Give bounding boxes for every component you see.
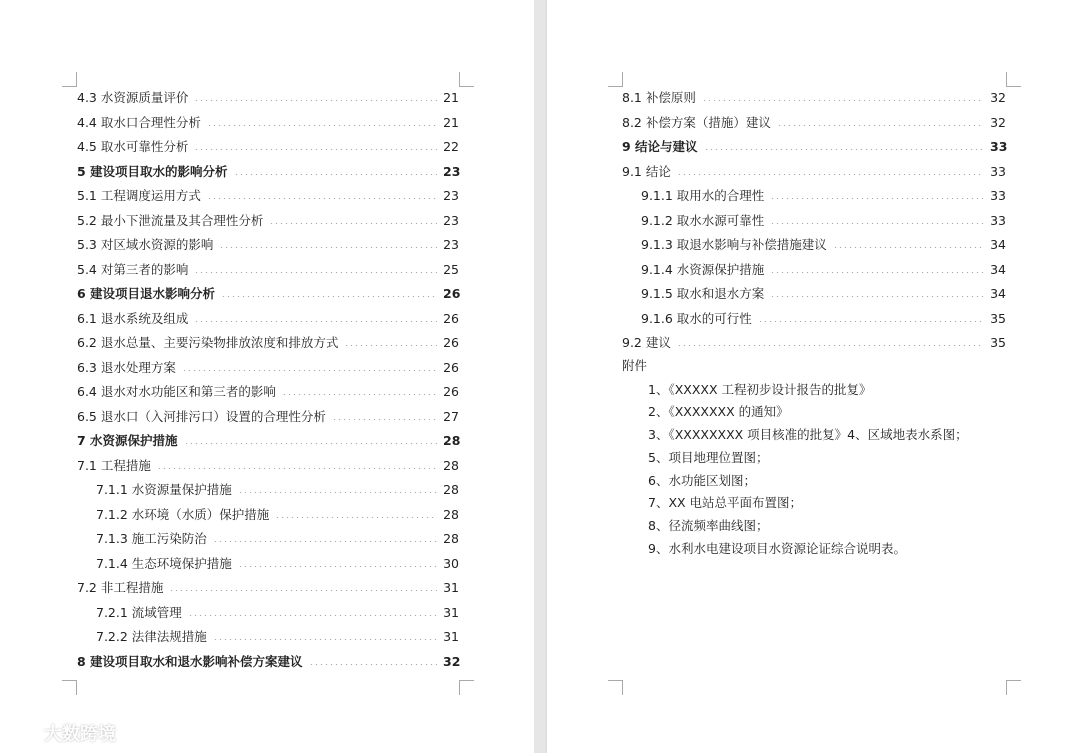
toc-entry-page-number: 33	[990, 139, 1008, 154]
toc-entry-label: 8 建设项目取水和退水影响补偿方案建议	[77, 653, 303, 669]
toc-entry-label: 7.1.2 水环境（水质）保护措施	[96, 506, 270, 522]
dot-leader	[704, 149, 984, 150]
toc-entry[interactable]	[77, 86, 459, 111]
toc-entry[interactable]	[77, 503, 459, 528]
dot-leader	[213, 639, 437, 640]
toc-entry-page-number: 21	[443, 90, 459, 105]
toc-entry-label: 7.1.1 水资源量保护措施	[96, 482, 232, 497]
toc-entry-label: 9.1.6 取水的可行性	[641, 310, 752, 326]
page-gap	[534, 0, 547, 753]
dot-leader	[169, 590, 437, 591]
toc-entry-page-number: 31	[443, 580, 459, 595]
toc-entry-page-number: 33	[990, 212, 1006, 228]
toc-entry-page-number: 25	[443, 261, 459, 277]
toc-entry[interactable]	[622, 282, 1006, 307]
appendix-list	[622, 379, 1006, 561]
dot-leader	[194, 321, 437, 322]
toc-entry-label: 4.4 取水口合理性分析	[77, 114, 201, 130]
toc-entry[interactable]	[77, 111, 459, 136]
toc-entry-label: 5 建设项目取水的影响分析	[77, 163, 228, 179]
dot-leader	[309, 664, 437, 665]
dot-leader	[207, 198, 437, 199]
margin-corner-mark	[459, 72, 474, 87]
dot-leader	[238, 492, 437, 493]
toc-entry[interactable]	[77, 135, 459, 160]
dot-leader	[213, 541, 437, 542]
toc-entry-page-number: 28	[443, 506, 459, 522]
toc-entry[interactable]	[77, 331, 459, 356]
toc-entry-page-number: 34	[990, 237, 1006, 252]
toc-entry-label: 9.1.3 取退水影响与补偿措施建议	[641, 237, 827, 252]
toc-entry-page-number: 34	[990, 286, 1006, 301]
toc-entry-page-number: 31	[443, 629, 459, 644]
toc-entry-label: 7.2.1 流域管理	[96, 604, 182, 620]
toc-entry-page-number: 28	[443, 531, 459, 546]
toc-entry-page-number: 23	[443, 188, 459, 203]
toc-entry-page-number: 26	[443, 359, 459, 375]
toc-entry[interactable]	[77, 576, 459, 601]
toc-entry[interactable]	[622, 233, 1006, 258]
dot-leader	[157, 468, 437, 469]
margin-corner-mark	[62, 72, 77, 87]
toc-entry-label: 7.2 非工程措施	[77, 580, 164, 595]
toc-entry-page-number: 35	[990, 335, 1006, 350]
dot-leader	[194, 149, 437, 150]
toc-entry-page-number: 26	[443, 310, 459, 326]
toc-entry[interactable]	[77, 233, 459, 258]
logo-icon	[8, 722, 38, 744]
toc-entry-page-number: 33	[990, 163, 1006, 179]
toc-entry[interactable]	[77, 307, 459, 332]
toc-entry-page-number: 23	[443, 237, 459, 252]
dot-leader	[184, 443, 437, 444]
toc-entry-label: 9.1 结论	[622, 163, 671, 179]
toc-entry-label: 9.1.2 取水水源可靠性	[641, 212, 765, 228]
toc-entry-page-number: 28	[443, 457, 459, 473]
toc-entry-page-number: 23	[443, 163, 461, 179]
toc-entry[interactable]	[622, 184, 1006, 209]
toc-entry-page-number: 26	[443, 286, 461, 301]
toc-entry[interactable]	[77, 625, 459, 650]
toc-entry-label: 6.2 退水总量、主要污染物排放浓度和排放方式	[77, 335, 339, 350]
dot-leader	[770, 272, 984, 273]
toc-entry-page-number: 34	[990, 261, 1006, 277]
toc-entry-page-number: 32	[990, 114, 1006, 130]
toc-entry[interactable]	[77, 209, 459, 234]
toc-entry[interactable]	[77, 282, 459, 307]
appendix-item: 8、径流频率曲线图；	[648, 518, 769, 534]
toc-entry-label: 5.1 工程调度运用方式	[77, 188, 201, 203]
dot-leader	[344, 345, 437, 346]
toc-entry-page-number: 28	[443, 482, 459, 497]
appendix-title: 附件	[622, 358, 648, 373]
toc-entry-page-number: 33	[990, 188, 1006, 203]
dot-leader	[702, 100, 984, 101]
toc-entry-page-number: 32	[990, 90, 1006, 105]
toc-entry[interactable]	[77, 160, 459, 185]
toc-entry-page-number: 28	[443, 433, 461, 448]
toc-entry-label: 5.4 对第三者的影响	[77, 261, 189, 277]
toc-entry-label: 5.2 最小下泄流量及其合理性分析	[77, 212, 264, 228]
toc-entry[interactable]	[622, 209, 1006, 234]
dot-leader	[282, 394, 437, 395]
dot-leader	[770, 223, 984, 224]
margin-corner-mark	[459, 680, 474, 695]
dot-leader	[833, 247, 984, 248]
toc-entry[interactable]	[77, 650, 459, 675]
dot-leader	[770, 198, 984, 199]
dot-leader	[770, 296, 984, 297]
toc-entry[interactable]	[622, 135, 1006, 160]
dot-leader	[219, 247, 437, 248]
toc-entry-label: 7 水资源保护措施	[77, 433, 178, 448]
toc-list-right	[622, 86, 1006, 356]
toc-entry-page-number: 31	[443, 604, 459, 620]
toc-entry-page-number: 30	[443, 555, 459, 571]
toc-entry-page-number: 26	[443, 384, 459, 399]
dot-leader	[221, 296, 437, 297]
watermark	[8, 720, 116, 746]
toc-entry-label: 9 结论与建议	[622, 139, 698, 154]
toc-entry-label: 9.1.1 取用水的合理性	[641, 188, 765, 203]
toc-entry[interactable]	[77, 478, 459, 503]
toc-entry[interactable]	[77, 258, 459, 283]
dot-leader	[234, 174, 437, 175]
appendix-item: 7、XX 电站总平面布置图；	[648, 495, 803, 511]
dot-leader	[777, 125, 984, 126]
toc-entry-label: 6.1 退水系统及组成	[77, 310, 189, 326]
dot-leader	[677, 174, 984, 175]
toc-entry[interactable]	[622, 307, 1006, 332]
dot-leader	[238, 566, 437, 567]
appendix-item: 9、水利水电建设项目水资源论证综合说明表。	[648, 541, 906, 557]
toc-entry-label: 4.3 水资源质量评价	[77, 90, 189, 105]
margin-corner-mark	[62, 680, 77, 695]
toc-entry[interactable]	[77, 380, 459, 405]
toc-entry[interactable]	[77, 429, 459, 454]
dot-leader	[194, 100, 437, 101]
toc-entry-label: 7.1.3 施工污染防治	[96, 531, 207, 546]
toc-entry-label: 6 建设项目退水影响分析	[77, 286, 216, 301]
toc-entry-label: 4.5 取水可靠性分析	[77, 139, 189, 154]
dot-leader	[275, 517, 437, 518]
appendix-item: 5、项目地理位置图；	[648, 449, 769, 465]
toc-entry-label: 8.1 补偿原则	[622, 90, 696, 105]
dot-leader	[758, 321, 984, 322]
toc-entry-label: 9.1.5 取水和退水方案	[641, 286, 765, 301]
toc-entry-label: 5.3 对区域水资源的影响	[77, 237, 214, 252]
margin-corner-mark	[1006, 680, 1021, 695]
toc-entry[interactable]	[622, 331, 1006, 356]
toc-entry-page-number: 21	[443, 114, 459, 130]
toc-entry[interactable]	[622, 160, 1006, 185]
toc-entry-label: 6.5 退水口（入河排污口）设置的合理性分析	[77, 408, 326, 424]
toc-entry[interactable]	[77, 356, 459, 381]
appendix-item: 2、《XXXXXXX 的通知》	[648, 404, 789, 420]
dot-leader	[188, 615, 437, 616]
dot-leader	[182, 370, 437, 371]
toc-entry[interactable]	[622, 111, 1006, 136]
toc-entry[interactable]	[77, 601, 459, 626]
watermark-text: 大数跨境	[44, 724, 116, 745]
toc-entry-label: 9.2 建议	[622, 335, 671, 350]
toc-entry-label: 6.4 退水对水功能区和第三者的影响	[77, 384, 276, 399]
appendix-item: 3、《XXXXXXXX 项目核准的批复》4、区域地表水系图；	[648, 427, 968, 443]
toc-entry[interactable]	[77, 454, 459, 479]
toc-entry-page-number: 22	[443, 139, 459, 154]
margin-corner-mark	[1006, 72, 1021, 87]
toc-entry[interactable]	[77, 405, 459, 430]
toc-entry-page-number: 26	[443, 335, 459, 350]
toc-entry[interactable]	[77, 527, 459, 552]
dot-leader	[207, 125, 437, 126]
toc-list-left	[77, 86, 459, 674]
toc-entry-label: 7.2.2 法律法规措施	[96, 629, 207, 644]
appendix-item: 1、《XXXXX 工程初步设计报告的批复》	[648, 381, 872, 397]
toc-entry-page-number: 27	[443, 408, 459, 424]
toc-entry-label: 8.2 补偿方案（措施）建议	[622, 114, 771, 130]
margin-corner-mark	[608, 680, 623, 695]
toc-entry-page-number: 35	[990, 310, 1006, 326]
toc-entry-page-number: 23	[443, 212, 459, 228]
dot-leader	[194, 272, 437, 273]
appendix-item: 6、水功能区划图；	[648, 472, 756, 488]
toc-entry-page-number: 32	[443, 653, 461, 669]
toc-entry[interactable]	[77, 552, 459, 577]
toc-entry-label: 6.3 退水处理方案	[77, 359, 176, 375]
dot-leader	[269, 223, 437, 224]
toc-entry-label: 7.1.4 生态环境保护措施	[96, 555, 232, 571]
toc-entry[interactable]	[77, 184, 459, 209]
toc-entry[interactable]	[622, 86, 1006, 111]
toc-entry-label: 9.1.4 水资源保护措施	[641, 261, 765, 277]
dot-leader	[677, 345, 984, 346]
toc-entry[interactable]	[622, 258, 1006, 283]
appendix-section	[622, 354, 1006, 561]
dot-leader	[332, 419, 437, 420]
margin-corner-mark	[608, 72, 623, 87]
toc-entry-label: 7.1 工程措施	[77, 457, 151, 473]
